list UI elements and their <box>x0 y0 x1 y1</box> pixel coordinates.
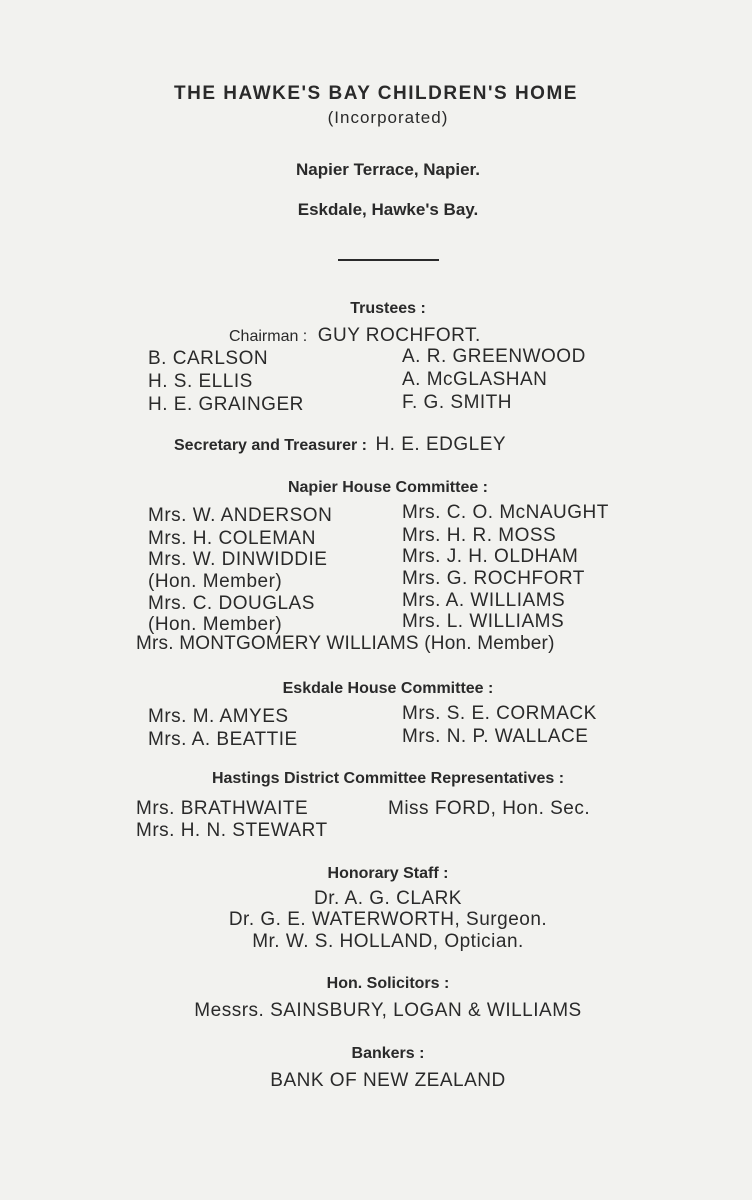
committee-member: Mrs. W. ANDERSON <box>148 505 333 526</box>
committee-member: Mrs. MONTGOMERY WILLIAMS (Hon. Member) <box>136 633 555 654</box>
bankers-name: BANK OF NEW ZEALAND <box>270 1070 506 1091</box>
committee-member: Mrs. H. R. MOSS <box>402 525 557 546</box>
eskdale-committee-heading: Eskdale House Committee : <box>282 680 494 697</box>
committee-member: Mrs. A. WILLIAMS <box>402 590 566 611</box>
committee-member: Miss FORD, Hon. Sec. <box>388 798 591 819</box>
committee-member: Mrs. C. O. McNAUGHT <box>402 502 609 523</box>
staff-member: Dr. A. G. CLARK <box>314 888 462 909</box>
trustee-name: A. McGLASHAN <box>402 369 548 390</box>
bankers-heading: Bankers : <box>351 1045 425 1062</box>
trustee-name: B. CARLSON <box>148 348 269 369</box>
address-line-1: Napier Terrace, Napier. <box>296 160 480 179</box>
trustee-name: H. S. ELLIS <box>148 371 253 392</box>
trustee-name: A. R. GREENWOOD <box>402 346 586 367</box>
document-title: THE HAWKE'S BAY CHILDREN'S HOME <box>174 83 578 104</box>
chairman-name: GUY ROCHFORT. <box>317 325 481 346</box>
chairman-label: Chairman : <box>229 328 308 345</box>
divider-rule <box>338 259 439 261</box>
committee-member: Mrs. H. N. STEWART <box>136 820 328 841</box>
staff-member: Mr. W. S. HOLLAND, Optician. <box>252 931 524 952</box>
address-line-2: Eskdale, Hawke's Bay. <box>297 200 479 219</box>
committee-member: Mrs. J. H. OLDHAM <box>402 546 579 567</box>
committee-member: Mrs. H. COLEMAN <box>148 528 316 549</box>
staff-member: Dr. G. E. WATERWORTH, Surgeon. <box>228 909 548 930</box>
solicitors-name: Messrs. SAINSBURY, LOGAN & WILLIAMS <box>194 1000 582 1021</box>
document-subtitle: (Incorporated) <box>327 108 449 127</box>
hon-member-note: (Hon. Member) <box>148 614 283 635</box>
secretary-name: H. E. EDGLEY <box>375 434 507 455</box>
trustee-name: F. G. SMITH <box>402 392 512 413</box>
honorary-staff-heading: Honorary Staff : <box>327 865 449 882</box>
committee-member: Mrs. C. DOUGLAS <box>148 593 315 614</box>
secretary-label: Secretary and Treasurer : <box>174 437 367 454</box>
committee-member: Mrs. G. ROCHFORT <box>402 568 585 589</box>
napier-committee-heading: Napier House Committee : <box>287 479 489 496</box>
trustees-heading: Trustees : <box>350 300 426 317</box>
trustee-name: H. E. GRAINGER <box>148 394 304 415</box>
secretary-line <box>174 434 506 456</box>
committee-member: Mrs. L. WILLIAMS <box>402 611 565 632</box>
committee-member: Mrs. W. DINWIDDIE <box>148 549 328 570</box>
committee-member: Mrs. BRATHWAITE <box>136 798 309 819</box>
hon-member-note: (Hon. Member) <box>148 571 283 592</box>
solicitors-heading: Hon. Solicitors : <box>326 975 450 992</box>
committee-member: Mrs. S. E. CORMACK <box>402 703 597 724</box>
hastings-heading: Hastings District Committee Representatives : <box>211 770 565 787</box>
committee-member: Mrs. N. P. WALLACE <box>402 726 589 747</box>
committee-member: Mrs. M. AMYES <box>148 706 289 727</box>
chairman-line <box>229 325 481 347</box>
committee-member: Mrs. A. BEATTIE <box>148 729 298 750</box>
